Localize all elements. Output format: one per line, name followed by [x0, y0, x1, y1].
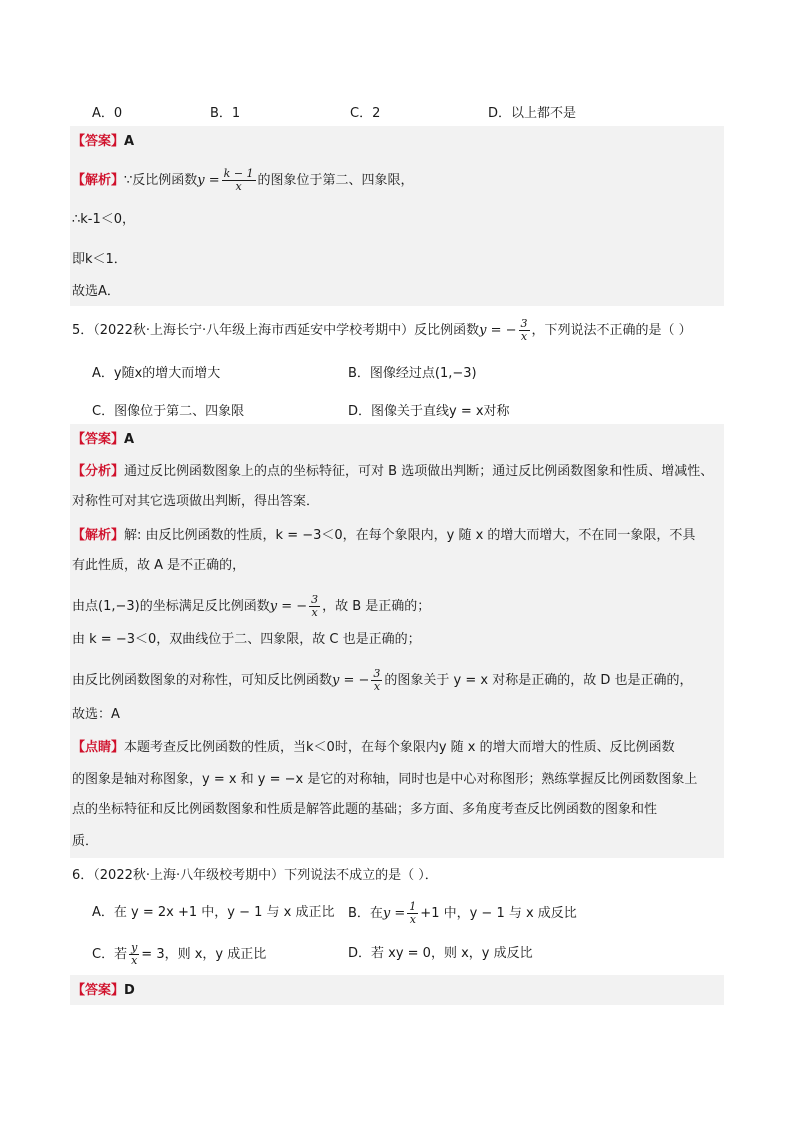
q5-option-b: B．图像经过点(1,−3) [348, 366, 477, 381]
q4-option-c: C．2 [350, 106, 381, 121]
q5-jiexi-line-1: 【解析】解: 由反比例函数的性质，k = −3＜0，在每个象限内，y 随 x 的增大而增大，不在同一象限，不具 [72, 528, 696, 543]
q6-option-b: B．在y = $\frac{1}{x}$ +1 中，y − 1 与 x 成反比 [348, 900, 577, 926]
q6-option-d: D．若 xy = 0，则 x，y 成反比 [348, 946, 533, 961]
q5-jiexi-line-6: 故选：A [72, 707, 120, 722]
q5-dianjing-line-2: 的图象是轴对称图象，y = x 和 y = −x 是它的对称轴，同时也是中心对称图形；熟练掌握反比例函数图象上 [72, 772, 698, 787]
fraction: $\frac{k - 1}{x}$ [223, 167, 254, 193]
q5-dianjing-line-4: 质． [72, 834, 99, 849]
q4-option-d: D．以上都不是 [488, 106, 577, 121]
q4-analysis-line-2: ∴k-1＜0， [72, 212, 136, 227]
q4-analysis-line-1: 【解析】∵反比例函数y = $\frac{k - 1}{x}$ 的图象位于第二、四象限， [72, 167, 414, 193]
fraction: $\frac{3}{x}$ [520, 317, 528, 343]
q5-jiexi-line-3: 由点(1,−3)的坐标满足反比例函数y = − $\frac{3}{x}$ ，故 B 是正确的； [72, 593, 431, 619]
q5-stem: 5．（2022秋·上海长宁·八年级上海市西延安中学校考期中）反比例函数y = − $\frac{3}{x}$ ，下列说法不正确的是（ ） [72, 317, 692, 343]
fraction: $\frac{3}{x}$ [311, 593, 319, 619]
fraction: $\frac{y}{x}$ [131, 941, 138, 967]
fraction: $\frac{3}{x}$ [373, 667, 381, 693]
q5-answer: 【答案】A [72, 432, 135, 447]
q5-option-d: D．图像关于直线y = x对称 [348, 404, 510, 419]
q6-stem: 6．（2022秋·上海·八年级校考期中）下列说法不成立的是（ ）． [72, 868, 438, 883]
q5-fenxi-line-1: 【分析】通过反比例函数图象上的点的坐标特征，可对 B 选项做出判断；通过反比例函数图象和性质、增减性、 [72, 464, 714, 479]
q6-option-c: C．若 $\frac{y}{x}$ = 3，则 x，y 成正比 [92, 941, 267, 967]
q4-analysis-line-4: 故选A． [72, 284, 120, 299]
q6-answer: 【答案】D [72, 983, 135, 998]
q5-option-c: C．图像位于第二、四象限 [92, 404, 245, 419]
q5-fenxi-line-2: 对称性可对其它选项做出判断，得出答案． [72, 494, 320, 509]
q4-option-b: B．1 [210, 106, 241, 121]
q5-option-a: A．y随x的增大而增大 [92, 366, 221, 381]
q5-jiexi-line-5: 由反比例函数图象的对称性，可知反比例函数y = − $\frac{3}{x}$ 的图象关于 y = x 对称是正确的，故 D 也是正确的， [72, 667, 693, 693]
q4-answer: 【答案】A [72, 134, 135, 149]
q6-options-row-1 [92, 901, 754, 926]
q5-options-row-2 [92, 400, 754, 419]
q6-option-a: A．在 y = 2x +1 中，y − 1 与 x 成正比 [92, 905, 335, 920]
q5-jiexi-line-4: 由 k = −3＜0，双曲线位于二、四象限，故 C 也是正确的； [72, 632, 421, 647]
q5-jiexi-line-2: 有此性质，故 A 是不正确的， [72, 558, 246, 573]
q5-dianjing-line-1: 【点睛】本题考查反比例函数的性质，当k＜0时，在每个象限内y 随 x 的增大而增大的性质、反比例函数 [72, 740, 675, 755]
fraction: $\frac{1}{x}$ [409, 900, 417, 926]
q4-options [92, 102, 754, 121]
q4-option-a: A．0 [92, 106, 123, 121]
q4-analysis-line-3: 即k＜1． [72, 252, 127, 267]
q6-options-row-2 [92, 942, 754, 967]
q5-dianjing-line-3: 点的坐标特征和反比例函数图象和性质是解答此题的基础；多方面、多角度考查反比例函数的图象和性 [72, 802, 658, 817]
q5-options-row-1 [92, 362, 754, 381]
